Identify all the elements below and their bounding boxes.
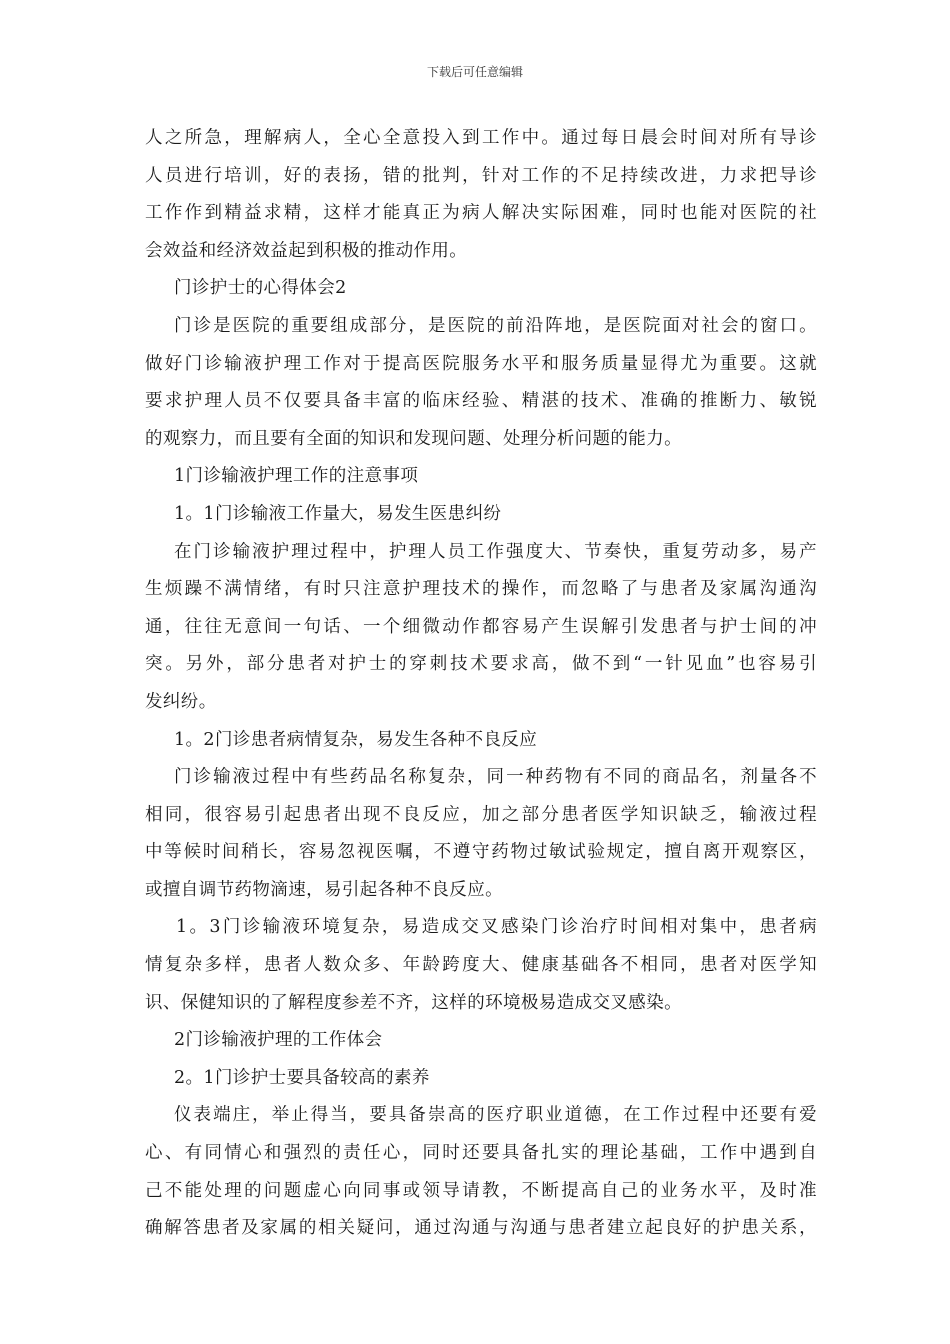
text-line: 会效益和经济效益起到积极的推动作用。 — [145, 240, 468, 261]
text-line: 心、有同情心和强烈的责任心，同时还要具备扎实的理论基础，工作中遇到自 — [145, 1143, 817, 1164]
text-line: 人员进行培训，好的表扬，错的批判，针对工作的不足持续改进，力求把导诊 — [145, 165, 817, 186]
text-line: 的观察力，而且要有全面的知识和发现问题、处理分析问题的能力。 — [145, 428, 682, 449]
text-line: 门诊是医院的重要组成部分，是医院的前沿阵地，是医院面对社会的窗口。 — [174, 315, 817, 336]
text-line: 识、保健知识的了解程度参差不齐，这样的环境极易造成交叉感染。 — [145, 992, 682, 1013]
text-line: 突。另外，部分患者对护士的穿刺技术要求高，做不到“一针见血”也容易引 — [145, 654, 817, 675]
text-line: 2门诊输液护理的工作体会 — [174, 1030, 383, 1051]
text-line: 发纠纷。 — [145, 691, 217, 712]
text-line: 中等候时间稍长，容易忽视医嘱，不遵守药物过敏试验规定，擅自离开观察区， — [145, 842, 817, 863]
page-header: 下载后可任意编辑 — [426, 65, 523, 79]
text-line: 工作作到精益求精，这样才能真正为病人解决实际困难，同时也能对医院的社 — [145, 203, 817, 224]
text-line: 1门诊输液护理工作的注意事项 — [174, 466, 419, 487]
document-body — [145, 120, 817, 1248]
text-line: 1。3门诊输液环境复杂，易造成交叉感染门诊治疗时间相对集中，患者病 — [176, 917, 817, 938]
text-line: 己不能处理的问题虚心向同事或领导请教，不断提高自己的业务水平，及时准 — [145, 1180, 817, 1201]
text-line: 门诊护士的心得体会2 — [174, 278, 347, 299]
text-line: 相同，很容易引起患者出现不良反应，加之部分患者医学知识缺乏，输液过程 — [145, 804, 817, 825]
text-line: 要求护理人员不仅要具备丰富的临床经验、精湛的技术、准确的推断力、敏锐 — [145, 391, 817, 412]
text-line: 通，往往无意间一句话、一个细微动作都容易产生误解引发患者与护士间的冲 — [145, 616, 817, 637]
text-line: 或擅自调节药物滴速，易引起各种不良反应。 — [145, 879, 503, 900]
text-line: 2。1门诊护士要具备较高的素养 — [174, 1067, 430, 1088]
text-line: 在门诊输液护理过程中，护理人员工作强度大、节奏快，重复劳动多，易产 — [174, 541, 817, 562]
text-line: 生烦躁不满情绪，有时只注意护理技术的操作，而忽略了与患者及家属沟通沟 — [145, 579, 817, 600]
text-line: 做好门诊输液护理工作对于提高医院服务水平和服务质量显得尤为重要。这就 — [145, 353, 817, 374]
text-line: 1。1门诊输液工作量大，易发生医患纠纷 — [174, 503, 502, 524]
text-line: 情复杂多样，患者人数众多、年龄跨度大、健康基础各不相同，患者对医学知 — [145, 955, 817, 976]
text-line: 门诊输液过程中有些药品名称复杂，同一种药物有不同的商品名，剂量各不 — [174, 767, 817, 788]
text-line: 人之所急，理解病人，全心全意投入到工作中。通过每日晨会时间对所有导诊 — [145, 128, 817, 148]
text-line: 确解答患者及家属的相关疑问，通过沟通与沟通与患者建立起良好的护患关系， — [145, 1218, 817, 1239]
text-line: 仪表端庄，举止得当，要具备崇高的医疗职业道德，在工作过程中还要有爱 — [174, 1105, 817, 1126]
text-line: 1。2门诊患者病情复杂，易发生各种不良反应 — [174, 729, 538, 750]
